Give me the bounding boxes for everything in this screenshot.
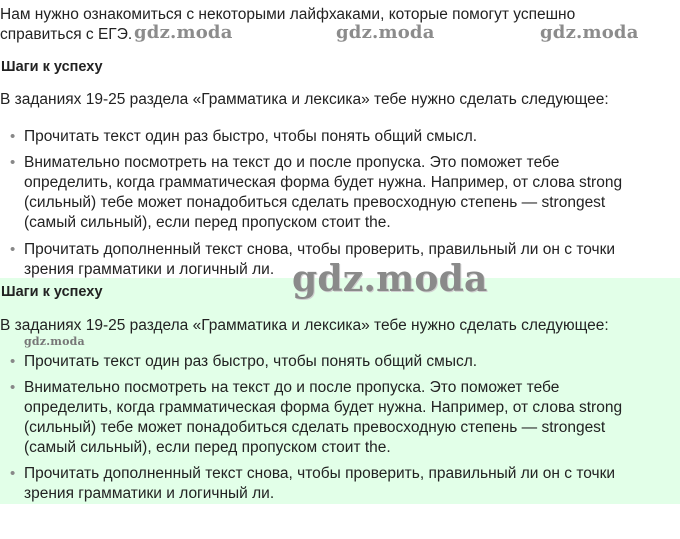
list-item-line: Внимательно посмотреть на текст до и после пропуска. Это поможет тебе — [24, 154, 560, 171]
steps-section-highlighted — [0, 278, 680, 504]
watermark: gdz.moda — [336, 22, 435, 43]
watermark: gdz.moda — [292, 258, 488, 300]
bullet-icon: • — [10, 353, 16, 370]
steps-section-original — [0, 54, 680, 278]
list-item-line: зрения грамматики и логичный ли. — [24, 261, 275, 278]
bullet-icon: • — [10, 379, 16, 396]
section-heading: Шаги к успеху — [1, 59, 103, 75]
intro-line-1: Нам нужно ознакомиться с некоторыми лайфхаками, которые помогут успешно — [0, 6, 576, 23]
list-item — [10, 464, 674, 504]
bullet-icon: • — [10, 128, 16, 145]
bullet-icon: • — [10, 154, 16, 171]
watermark: gdz.moda — [540, 22, 639, 43]
list-item — [10, 153, 674, 233]
list-item-line: Прочитать текст один раз быстро, чтобы понять общий смысл. — [24, 353, 478, 370]
bullet-icon: • — [10, 465, 16, 482]
list-item-line: Прочитать дополненный текст снова, чтобы проверить, правильный ли он с точки — [24, 465, 616, 482]
list-item-line: (самый сильный), если перед пропуском стоит the. — [24, 214, 391, 231]
list-item-line: определить, когда грамматическая форма будет нужна. Например, от слова strong — [24, 399, 623, 416]
list-item-line: (сильный) тебе может понадобиться сделать превосходную степень — strongest — [24, 194, 606, 211]
list-item-line: (сильный) тебе может понадобиться сделать превосходную степень — strongest — [24, 419, 606, 436]
list-item-line: Прочитать дополненный текст снова, чтобы проверить, правильный ли он с точки — [24, 241, 616, 258]
list-item-line: Внимательно посмотреть на текст до и после пропуска. Это поможет тебе — [24, 379, 560, 396]
list-item — [10, 127, 674, 147]
bullet-icon: • — [10, 241, 16, 258]
intro-line-2: справиться с ЕГЭ. — [0, 26, 133, 43]
list-item-line: определить, когда грамматическая форма будет нужна. Например, от слова strong — [24, 174, 623, 191]
list-item-line: зрения грамматики и логичный ли. — [24, 485, 275, 502]
section-lead: В заданиях 19-25 раздела «Грамматика и лексика» тебе нужно сделать следующее: — [0, 317, 609, 334]
section-lead: В заданиях 19-25 раздела «Грамматика и лексика» тебе нужно сделать следующее: — [0, 91, 609, 108]
section-heading: Шаги к успеху — [1, 284, 103, 300]
watermark: gdz.moda — [24, 335, 85, 348]
list-item — [10, 378, 674, 458]
list-item — [10, 352, 674, 372]
watermark: gdz.moda — [134, 22, 233, 43]
list-item-line: Прочитать текст один раз быстро, чтобы понять общий смысл. — [24, 128, 478, 145]
list-item-line: (самый сильный), если перед пропуском стоит the. — [24, 439, 391, 456]
